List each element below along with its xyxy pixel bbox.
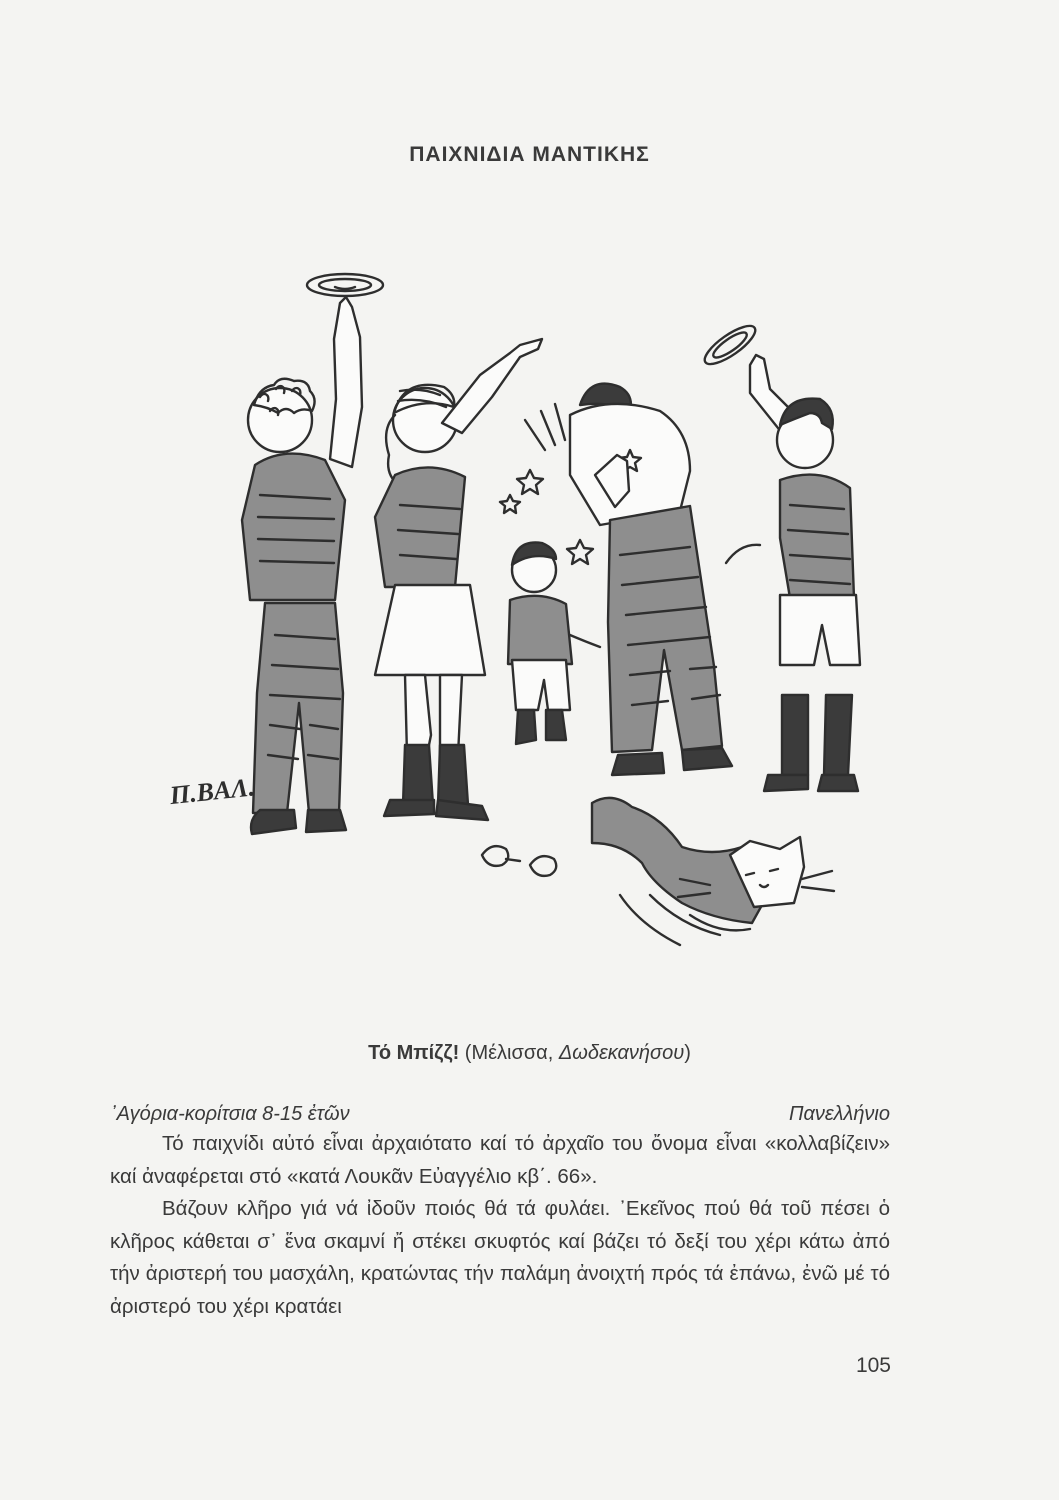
- small-boy-thinking: [508, 542, 600, 744]
- chapter-title: ΠΑΙΧΝΙΔΙΑ ΜΑΝΤΙΚΗΣ: [409, 143, 650, 166]
- illustration-caption: [0, 1042, 1059, 1065]
- caption-place-close: ): [684, 1042, 691, 1064]
- caption-place-open: (Μέλισσα,: [459, 1042, 559, 1064]
- illustrator-signature: Π.ΒΑΛ.: [168, 772, 257, 811]
- area-label: Πανελλήνιο: [788, 1103, 890, 1125]
- boy-with-shorts: [726, 355, 860, 791]
- caption-region: Δωδεκανήσου: [558, 1042, 685, 1064]
- paragraph: Βάζουν κλῆρο γιά νά ἰδοῦν ποιός θά τά φυλάει. ᾿Εκεῖνος πού θά τοῦ πέσει ὁ κλῆρος κάθεται σ᾿ ἕνα σκαμνί ἤ στέκει σκυφτός καί βάζει τό δεξί του χέρι κάτω ἀπό τήν ἀριστερή του μασχάλη, κρατώντας τήν παλάμη ἀνοιχτή πρός τά ἐπάνω, ἐνῶ μέ τό ἀριστερό του χέρι κρατάει: [110, 1197, 890, 1318]
- audience-label: ᾿Αγόρια-κορίτσια 8-15 ἐτῶν: [110, 1103, 350, 1125]
- children-playing-illustration: [150, 255, 910, 975]
- bent-over-player: [570, 384, 732, 775]
- game-name: Τό Μπίζζ!: [368, 1042, 460, 1064]
- running-cat: [592, 798, 834, 945]
- game-meta-line: [110, 1103, 890, 1131]
- falling-leaves-icon: [482, 846, 556, 876]
- body-text: [110, 1128, 890, 1323]
- paragraph: Τό παιχνίδι αὐτό εἶναι ἀρχαιότατο καί τό ἀρχαῖο του ὄνομα εἶναι «κολλαβίζειν» καί ἀναφέρεται στό «κατά Λουκᾶν Εὐαγγέλιο κβ΄. 66».: [110, 1132, 890, 1188]
- curly-haired-boy: [242, 297, 362, 834]
- page-number: 105: [855, 1354, 891, 1377]
- halo-left-icon: [307, 274, 383, 296]
